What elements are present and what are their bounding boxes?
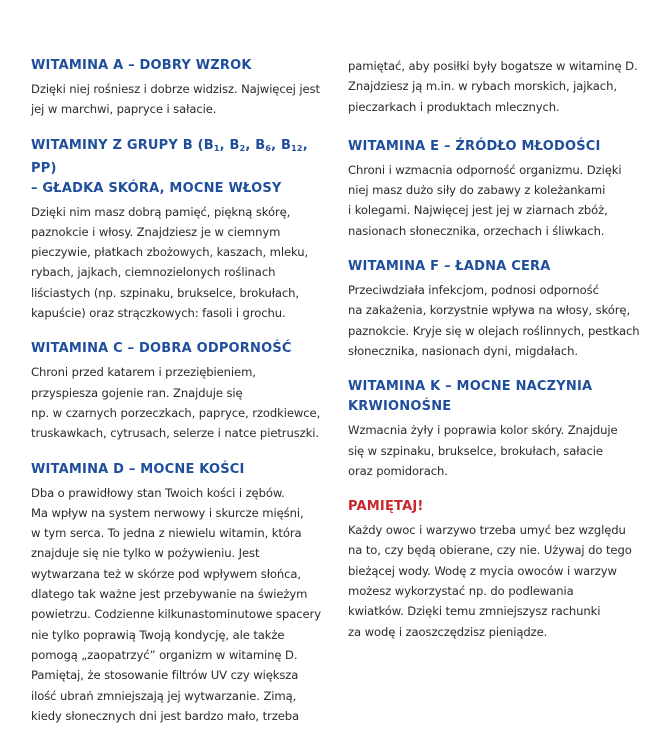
body-line: nasionach słonecznika, orzechach i śliwkach. (348, 223, 605, 238)
body-line: Znajdziesz ją m.in. w rybach morskich, jajkach, (348, 79, 617, 94)
section-heading: WITAMINA C – DOBRA ODPORNOŚĆ (31, 341, 292, 357)
body-line: za wodę i zaoszczędzisz pieniądze. (348, 624, 548, 639)
section-vitamin-c (31, 339, 331, 443)
section-vitamin-f (348, 257, 644, 361)
section-body (31, 202, 331, 324)
body-line: pamiętać, aby posiłki były bogatsze w witaminę D. (348, 59, 638, 73)
section-vitamin-e (348, 137, 644, 241)
section-body (348, 280, 644, 361)
body-line: powietrzu. Codzienne kilkunastominutowe spacery (31, 607, 321, 622)
body-line: Pamiętaj, że stosowanie filtrów UV czy większa (31, 668, 299, 683)
heading-part: , B (271, 137, 292, 153)
body-line: kiedy słonecznych dni jest bardzo mało, trzeba (31, 708, 300, 723)
section-body (31, 362, 331, 443)
heading-part: KRWIONOŚNE (348, 399, 452, 415)
section-body (348, 520, 644, 642)
body-line: Chroni i wzmacnia odporność organizmu. Dzięki (348, 162, 622, 177)
body-line: możesz wykorzystać np. do podlewania (348, 584, 574, 599)
heading-part: , PP) (31, 137, 308, 176)
body-line: pomogą „zaopatrzyć” organizm w witaminę D. (31, 647, 298, 662)
heading-subscript: 6 (265, 143, 272, 153)
section-heading: WITAMINA D – MOCNE KOŚCI (31, 461, 245, 477)
section-body (31, 483, 331, 727)
vitamin-d-continuation (348, 56, 644, 117)
section-vitamin-k (348, 377, 644, 481)
body-line: Chroni przed katarem i przeziębieniem, (31, 365, 256, 380)
body-line: jej w marchwi, papryce i sałacie. (31, 102, 217, 117)
body-line: liściastych (np. szpinaku, brukselce, brokułach, (31, 285, 300, 300)
body-line: nie tylko poprawią Twoją kondycję, ale także (31, 627, 285, 642)
heading-subscript: 1 (213, 143, 220, 153)
body-line: dlatego tak ważne jest przebywanie na świeżym (31, 587, 308, 602)
heading-part: , B (245, 137, 266, 153)
heading-subscript: 12 (291, 143, 303, 153)
body-line: paznokcie. Kryje się w olejach roślinnych, pestkach (348, 323, 640, 338)
body-line: kapuście) oraz strączkowych: fasoli i grochu. (31, 306, 286, 321)
heading-part: WITAMINA K – MOCNE NACZYNIA (348, 379, 593, 395)
body-line: się w szpinaku, brukselce, brokułach, sałacie (348, 443, 603, 458)
body-line: np. w czarnych porzeczkach, papryce, rzodkiewce, (31, 405, 321, 420)
heading-part: , B (219, 137, 240, 153)
body-line: Ma wpływ na system nerwowy i skurcze mięśni, (31, 505, 304, 520)
body-line: truskawkach, cytrusach, selerze i natce pietruszki. (31, 426, 319, 441)
section-body (348, 420, 644, 481)
body-line: i kolegami. Najwięcej jest jej w ziarnach zbóż, (348, 203, 608, 218)
section-vitamin-a (31, 56, 331, 120)
section-body (348, 160, 644, 241)
body-line: Dzięki niej rośniesz i dobrze widzisz. Najwięcej jest (31, 82, 320, 96)
body-line: Dzięki nim masz dobrą pamięć, piękną skórę, (31, 204, 291, 219)
body-line: Przeciwdziała infekcjom, podnosi odporność (348, 283, 599, 298)
body-line: znajduje się nie tylko w pożywieniu. Jest (31, 546, 260, 561)
left-column (31, 56, 331, 742)
section-heading: WITAMINA E – ŹRÓDŁO MŁODOŚCI (348, 138, 601, 154)
section-vitamin-d (31, 460, 331, 727)
body-line: paznokcie i włosy. Znajdziesz je w ciemnym (31, 224, 281, 239)
remember-heading: PAMIĘTAJ! (348, 499, 424, 515)
body-line: Każdy owoc i warzywo trzeba umyć bez względu (348, 523, 626, 538)
body-line: przyspiesza gojenie ran. Znajduje się (31, 385, 243, 400)
body-line: ilość ubrań zmniejszają jej wytwarzanie. Zimą, (31, 688, 297, 703)
body-line: rybach, jajkach, ciemnozielonych roślinach (31, 265, 276, 280)
body-line: na zakażenia, korzystnie wpływa na włosy, skórę, (348, 303, 631, 318)
body-line: słonecznika, nasionach dyni, migdałach. (348, 343, 578, 358)
section-body (31, 79, 331, 120)
heading-part: – GŁADKA SKÓRA, MOCNE WŁOSY (31, 180, 282, 196)
body-line: Wzmacnia żyły i poprawia kolor skóry. Znajduje (348, 423, 618, 438)
body-line: w tym serca. To jedna z niewielu witamin, która (31, 526, 302, 541)
section-remember (348, 497, 644, 642)
body-line: pieczarkach i produktach mlecznych. (348, 99, 560, 114)
body-line: pieczywie, płatkach zbożowych, kaszach, mleku, (31, 245, 309, 260)
heading-part: WITAMINY Z GRUPY B (B (31, 137, 214, 153)
section-heading: WITAMINA A – DOBRY WZROK (31, 58, 252, 73)
heading-subscript: 2 (239, 143, 246, 153)
body-line: niej masz dużo siły do zabawy z koleżankami (348, 183, 606, 198)
section-heading: WITAMINA F – ŁADNA CERA (348, 259, 551, 275)
section-heading (348, 377, 644, 417)
body-line: kwiatków. Dzięki temu zmniejszysz rachunki (348, 604, 601, 619)
right-column (348, 56, 644, 658)
section-vitamin-b (31, 136, 331, 324)
body-line: oraz pomidorach. (348, 463, 448, 478)
section-heading (31, 136, 331, 199)
body-line: wytwarzana też w skórze pod wpływem słońca, (31, 566, 302, 581)
body-line: bieżącej wody. Wodę z mycia owoców i warzyw (348, 563, 617, 578)
body-line: Dba o prawidłowy stan Twoich kości i zębów. (31, 485, 285, 500)
body-line: na to, czy będą obierane, czy nie. Używaj do tego (348, 543, 632, 558)
